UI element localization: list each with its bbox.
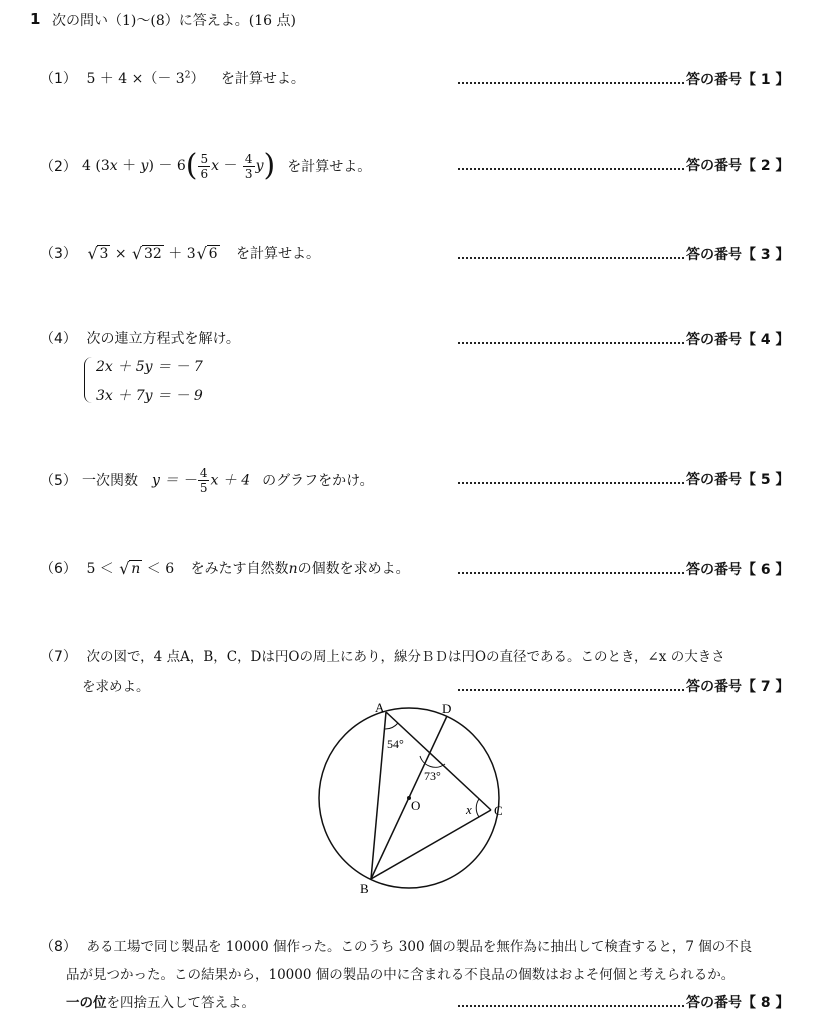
answer-label-6: 答の番号【 6 】 bbox=[686, 562, 790, 578]
label-o: O bbox=[411, 798, 421, 813]
expression: 5 ＋ 4 ×（－ $3^2$） bbox=[86, 70, 205, 87]
answer-label-7: 答の番号【 7 】 bbox=[686, 679, 790, 695]
expression: y ＝ － $\frac{4}{5}$ x ＋ 4 bbox=[152, 465, 251, 495]
dotted-leader bbox=[458, 1005, 684, 1007]
label-c: C bbox=[494, 803, 503, 818]
expression: 5 ＜ √ n ＜ 6 bbox=[86, 561, 174, 577]
emphasis-text: 一の位 bbox=[66, 995, 107, 1011]
instruction-text: をみたす自然数nの個数を求めよ。 bbox=[190, 561, 410, 577]
expression: 4 (3x ＋ y) － 6( $\frac{5}{6}$ x － $\frac{4}{3}$ y) bbox=[82, 148, 276, 183]
question-8 bbox=[40, 935, 752, 956]
dotted-leader bbox=[458, 257, 684, 259]
question-3 bbox=[40, 243, 320, 263]
section-instructions: 次の問い（1)～(8）に答えよ。(16 点) bbox=[52, 13, 296, 29]
question-number: （2） bbox=[40, 159, 77, 175]
question-text-line2: 品が見つかった。この結果から，10000 個の製品の中に含まれる不良品の個数はおよそ何個と考えられるか。 bbox=[66, 967, 735, 983]
question-text-line1: ある工場で同じ製品を 10000 個作った。このうち 300 個の製品を無作為に抽出して検査すると，7 個の不良 bbox=[86, 939, 753, 955]
label-b: B bbox=[360, 881, 369, 895]
label-d: D bbox=[442, 701, 452, 716]
segment-ab bbox=[371, 712, 386, 879]
question-number: （1） bbox=[40, 71, 77, 87]
question-number: （3） bbox=[40, 246, 77, 262]
question-number: （4） bbox=[40, 331, 77, 347]
circle-figure bbox=[300, 695, 530, 895]
segment-ac bbox=[386, 712, 491, 810]
angle-label-54: 54° bbox=[387, 737, 404, 751]
question-text-line3: 一の位を四捨五入して答えよ。 bbox=[66, 995, 255, 1011]
dotted-leader bbox=[458, 689, 684, 691]
question-7 bbox=[40, 645, 725, 666]
segment-bc bbox=[371, 810, 491, 879]
equation-1: 2x ＋ 5y ＝ － 7 bbox=[96, 359, 203, 375]
angle-label-73: 73° bbox=[424, 769, 441, 783]
instruction-text: を計算せよ。 bbox=[287, 159, 372, 175]
question-number: （6） bbox=[40, 561, 77, 577]
dotted-leader bbox=[458, 572, 684, 574]
dotted-leader bbox=[458, 482, 684, 484]
system-brace bbox=[84, 357, 92, 403]
question-text-line1: 次の図で，4 点A，B，C，Dは円Oの周上にあり，線分ＢＤは円Oの直径である。このとき，∠x の大きさ bbox=[86, 649, 725, 665]
section-number: 1 bbox=[30, 10, 41, 28]
angle-arc-a bbox=[384, 723, 398, 729]
angle-label-x: x bbox=[466, 802, 472, 817]
question-number: （7） bbox=[40, 649, 77, 665]
answer-label-8: 答の番号【 8 】 bbox=[686, 995, 790, 1011]
dotted-leader bbox=[458, 342, 684, 344]
question-2 bbox=[40, 146, 371, 186]
question-5 bbox=[40, 462, 374, 498]
instruction-text: を計算せよ。 bbox=[236, 246, 321, 262]
angle-arc-c bbox=[476, 799, 479, 817]
answer-label-1: 答の番号【 1 】 bbox=[686, 72, 790, 88]
question-number: （8） bbox=[40, 939, 77, 955]
instruction-text: を計算せよ。 bbox=[220, 71, 305, 87]
question-6 bbox=[40, 558, 410, 578]
instruction-text: 一次関数 bbox=[82, 473, 138, 489]
answer-label-5: 答の番号【 5 】 bbox=[686, 472, 790, 488]
question-1 bbox=[40, 68, 305, 88]
expression: √ 3 × √ 32 ＋ 3√ 6 bbox=[86, 246, 224, 262]
question-4 bbox=[40, 328, 240, 348]
answer-label-2: 答の番号【 2 】 bbox=[686, 158, 790, 174]
question-number: （5） bbox=[40, 473, 77, 489]
question-text-line2: を求めよ。 bbox=[82, 679, 150, 695]
label-a: A bbox=[375, 700, 385, 715]
instruction-text-tail: のグラフをかけ。 bbox=[262, 473, 374, 489]
equation-2: 3x ＋ 7y ＝ － 9 bbox=[96, 388, 203, 404]
answer-label-4: 答の番号【 4 】 bbox=[686, 332, 790, 348]
dotted-leader bbox=[458, 168, 684, 170]
answer-label-3: 答の番号【 3 】 bbox=[686, 247, 790, 263]
dotted-leader bbox=[458, 82, 684, 84]
instruction-text: 次の連立方程式を解け。 bbox=[86, 331, 240, 347]
